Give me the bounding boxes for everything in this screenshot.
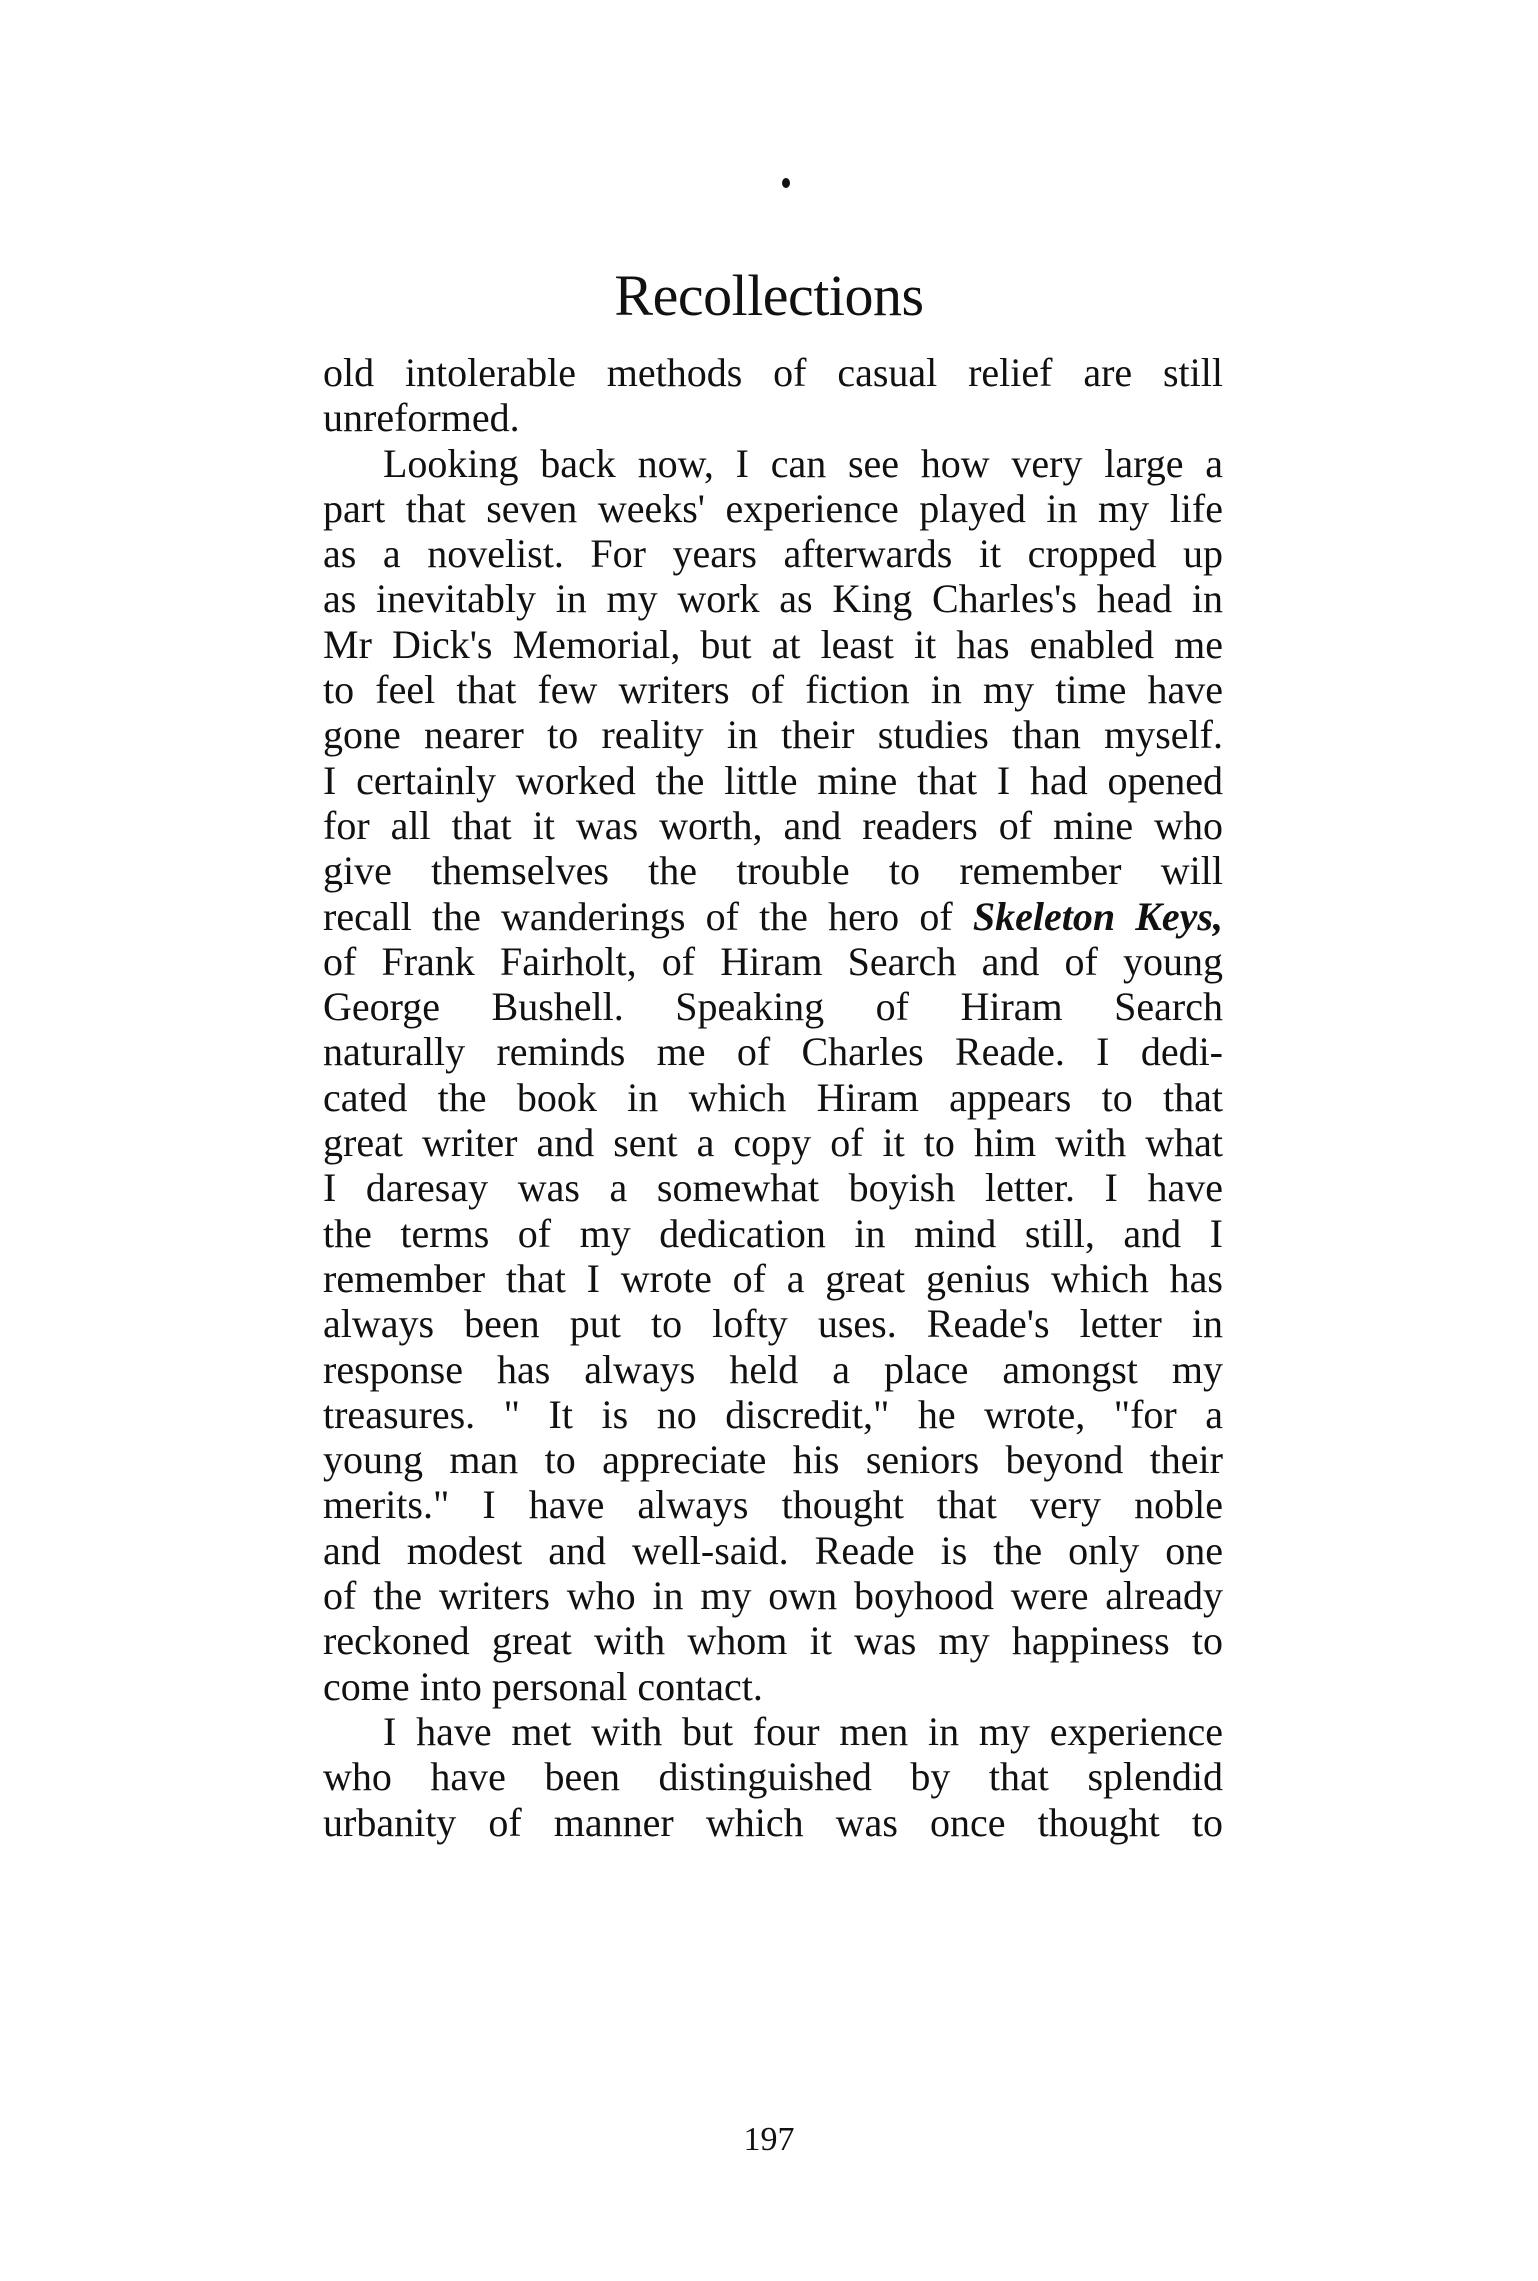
text-line: to feel that few writers of fiction in my time have: [323, 667, 1223, 713]
text-line: part that seven weeks' experience played in my life: [323, 485, 1223, 531]
text-line: unreformed.: [323, 395, 520, 441]
text-line: I certainly worked the little mine that I had opened: [323, 757, 1223, 803]
text-line: urbanity of manner which was once thought to: [323, 1799, 1223, 1845]
text-line: [323, 894, 1223, 939]
text-line: young man to appreciate his seniors beyond their: [323, 1437, 1223, 1483]
text-line: reckoned great with whom it was my happiness to: [323, 1618, 1223, 1664]
text-line: gone nearer to reality in their studies than myself.: [323, 712, 1223, 758]
text-line: the terms of my dedication in mind still, and I: [323, 1210, 1223, 1256]
text-line: Mr Dick's Memorial, but at least it has enabled me: [323, 621, 1223, 667]
text-line: merits." I have always thought that very noble: [323, 1482, 1223, 1528]
text-line: who have been distinguished by that splendid: [323, 1754, 1223, 1800]
page-number: 197: [743, 2121, 795, 2158]
text-line: of the writers who in my own boyhood were already: [323, 1573, 1223, 1619]
text-line: cated the book in which Hiram appears to that: [323, 1074, 1223, 1120]
text-line-segment: recall the wanderings of the hero of: [323, 893, 973, 939]
text-line: as a novelist. For years afterwards it cropped up: [323, 531, 1223, 577]
body-text: [323, 350, 1223, 1845]
text-line: come into personal contact.: [323, 1663, 763, 1709]
text-line: I have met with but four men in my experience: [383, 1708, 1223, 1754]
text-line: I daresay was a somewhat boyish letter. I have: [323, 1165, 1223, 1211]
text-line: Looking back now, I can see how very large a: [383, 440, 1223, 486]
text-line: of Frank Fairholt, of Hiram Search and of young: [323, 938, 1223, 984]
printer-dot-mark: [782, 178, 790, 188]
text-line: for all that it was worth, and readers of mine who: [323, 802, 1223, 848]
text-line: and modest and well-said. Reade is the only one: [323, 1527, 1223, 1573]
text-line: give themselves the trouble to remember will: [323, 848, 1223, 894]
text-line: naturally reminds me of Charles Reade. I dedi-: [323, 1029, 1223, 1075]
text-line: old intolerable methods of casual relief are still: [323, 350, 1223, 395]
text-line: treasures. " It is no discredit," he wrote, "for a: [323, 1391, 1223, 1437]
text-line: response has always held a place amongst my: [323, 1346, 1223, 1392]
text-line: as inevitably in my work as King Charles's head in: [323, 576, 1223, 622]
running-head: Recollections: [614, 263, 924, 328]
text-line: great writer and sent a copy of it to him with what: [323, 1120, 1223, 1166]
text-line: always been put to lofty uses. Reade's letter in: [323, 1301, 1223, 1347]
book-title-italic: Skeleton Keys,: [972, 893, 1223, 939]
text-line: George Bushell. Speaking of Hiram Search: [323, 984, 1223, 1030]
text-line: remember that I wrote of a great genius which has: [323, 1255, 1223, 1301]
